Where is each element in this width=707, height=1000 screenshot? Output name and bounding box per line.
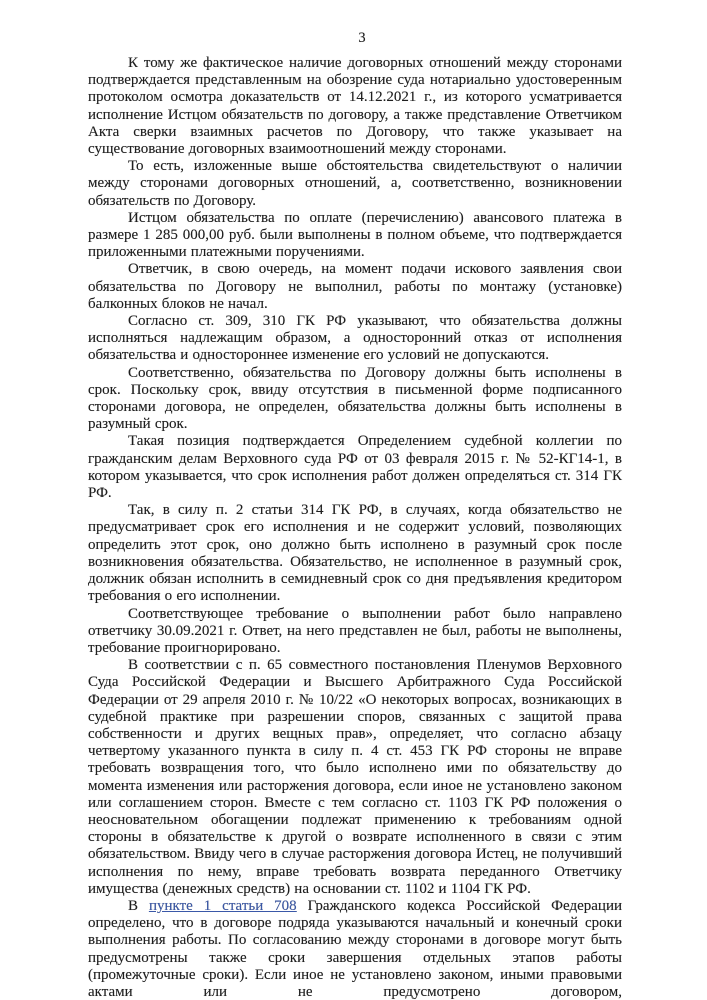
paragraph-article-708-rest: Гражданского кодекса Российской Федерации определено, что в договоре подряда указываются начальный и конечный сроки выполнения работы. По согласованию между сторонами в договоре могут быть предусмотрены также сроки завершения отдельных этапов работы (промежуточные сроки). Если иное не установлено законом, иными правовыми актами или не предусмотрено договором, bbox=[88, 897, 622, 1000]
paragraph-articles-309-310: Согласно ст. 309, 310 ГК РФ указывают, что обязательства должны исполняться надлежащим образом, а односторонний отказ от исполнения обязательства и одностороннее изменение его условий не допускаются. bbox=[88, 313, 622, 364]
paragraph-defendant-default: Ответчик, в свою очередь, на момент подачи искового заявления свои обязательства по Договору не выполнил, работы по монтажу (установке) балконных блоков не начал. bbox=[88, 261, 622, 312]
paragraph-contract-relations: К тому же фактическое наличие договорных отношений между сторонами подтверждается представленным на обозрение суда нотариально удостоверенным протоколом осмотра доказательств от 14.12.2021 г., из которого усматривается исполнение Истцом обязательств по договору, а также представление Ответчиком Акта сверки взаимных расчетов по Договору, что также указывает на существование договорных взаимоотношений между сторонами. bbox=[88, 55, 622, 158]
paragraph-reasonable-term: Соответственно, обязательства по Договору должны быть исполнены в срок. Поскольку срок, ввиду отсутствия в письменной форме подписанного сторонами договора, не определен, обязательства должны быть исполнены в разумный срок. bbox=[88, 364, 622, 433]
paragraph-article-314: Так, в силу п. 2 статьи 314 ГК РФ, в случаях, когда обязательство не предусматривает срок его исполнения и не содержит условий, позволяющих определить этот срок, оно должно быть исполнено в разумный срок после возникновения обязательства. Обязательство, не исполненное в разумный срок, должник обязан исполнить в семидневный срок со дня предъявления кредитором требования о его исполнении. bbox=[88, 502, 622, 605]
paragraph-article-708 bbox=[88, 898, 622, 1000]
paragraph-conclusion-obligations: То есть, изложенные выше обстоятельства свидетельствуют о наличии между сторонами договорных отношений, а, соответственно, возникновении обязательств по Договору. bbox=[88, 158, 622, 209]
paragraph-advance-payment: Истцом обязательства по оплате (перечислению) авансового платежа в размере 1 285 000,00 руб. были выполнены в полном объеме, что подтверждается приложенными платежными поручениями. bbox=[88, 209, 622, 261]
page-number: 3 bbox=[358, 30, 366, 46]
paragraph-plenum-10-22: В соответствии с п. 65 совместного постановления Пленумов Верховного Суда Российской Федерации и Высшего Арбитражного Суда Российской Федерации от 29 апреля 2010 г. № 10/22 «О некоторых вопросах, возникающих в судебной практике при разрешении споров, связанных с защитой права собственности и других вещных прав», определяет, что согласно абзацу четвертому указанного пункта в силу п. 4 ст. 453 ГК РФ стороны не вправе требовать возвращения того, что было исполнено ими по обязательству до момента изменения или расторжения договора, если иное не установлено законом или соглашением сторон. Вместе с тем согласно ст. 1103 ГК РФ положения о неосновательном обогащении подлежат применению к требованиям одной стороны в обязательстве к другой о возврате исполненного в связи с этим обязательством. Ввиду чего в случае расторжения договора Истец, не получивший исполнения по нему, вправе требовать возврата переданного Ответчику имущества (денежных средств) на основании ст. 1102 и 1104 ГК РФ. bbox=[88, 657, 622, 897]
document-body bbox=[88, 55, 622, 1000]
statute-708-link[interactable]: пункте 1 статьи 708 bbox=[148, 897, 297, 914]
paragraph-demand-ignored: Соответствующее требование о выполнении работ было направлено ответчику 30.09.2021 г. Ответ, на него представлен не был, работы не выполнены, требование проигнорировано. bbox=[88, 605, 622, 656]
paragraph-article-708-lead: В bbox=[128, 897, 149, 914]
paragraph-supreme-court-ruling: Такая позиция подтверждается Определением судебной коллегии по гражданским делам Верховного суда РФ от 03 февраля 2015 г. № 52-КГ14-1, в котором указывается, что срок исполнения работ должен определяться ст. 314 ГК РФ. bbox=[88, 433, 622, 502]
